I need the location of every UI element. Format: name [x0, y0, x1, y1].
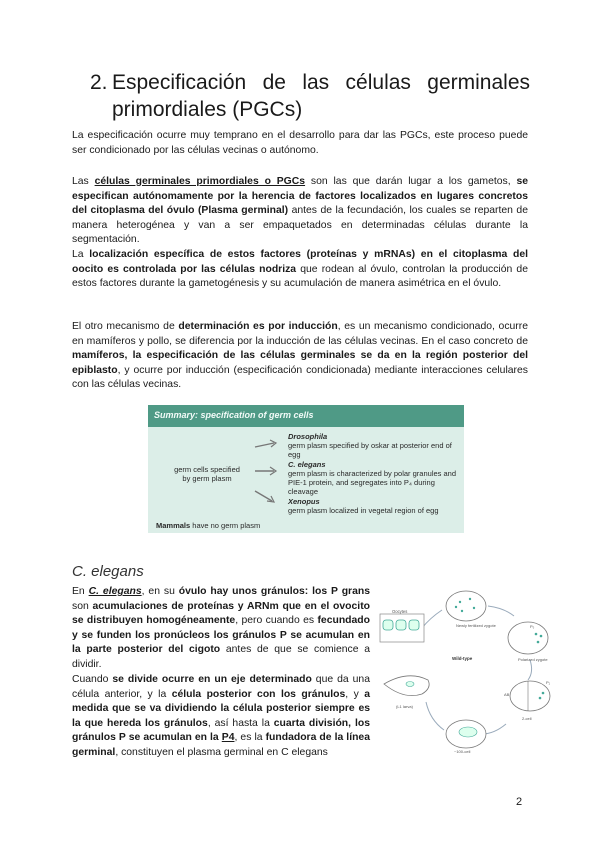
granule	[459, 601, 461, 603]
label-2cell: 2-cell	[522, 716, 532, 721]
label-wildtype: Wild-type	[452, 656, 473, 661]
paragraph-pgcs	[72, 175, 528, 248]
text: , constituyen el plasma germinal en C elegans	[115, 746, 328, 758]
heading-line1: Especificación de las células germinales	[112, 71, 530, 94]
figure-left-line1: germ cells specified	[174, 465, 240, 474]
celegans-line1: germ plasm is characterized by polar granules and	[288, 469, 456, 478]
text: antes de la fecundación, los cuales se reparten de manera heterogénea y van a ser empaquetados en determinadas células durante la segmentación.	[72, 205, 528, 246]
bold-text: cuarta división, los gránulos P se acumulan en la	[72, 717, 370, 744]
label-l1: (L1 larva)	[396, 704, 413, 709]
cycle-arrow-icon	[422, 610, 442, 628]
granule	[540, 635, 543, 638]
text: que da una célula anterior, y la	[72, 674, 370, 700]
summary-figure	[148, 405, 464, 533]
text: En	[72, 586, 89, 597]
text: , y ocurre por inducción (especificación condicionada) mediante interacciones celulares con las células vecinas.	[72, 364, 528, 391]
granule	[535, 633, 538, 636]
bold-text: se especifican autónomamente por la herencia de factores localizados en lugares concretos del citoplasma del óvulo (Plasma germinal)	[72, 176, 529, 217]
paragraph-induction	[72, 320, 528, 393]
granule	[537, 641, 540, 644]
figure-xenopus	[288, 497, 439, 515]
text: El otro mecanismo de	[72, 321, 179, 332]
text: , pero cuando es	[235, 615, 318, 627]
fertilized-zygote	[446, 591, 486, 621]
granule	[542, 692, 545, 695]
germline-cells	[459, 727, 477, 737]
label-polarized: Polarized zygote	[518, 657, 548, 662]
label-fertilized: Newly fertilized zygote	[456, 623, 496, 628]
celegans-name: C. elegans	[288, 460, 326, 469]
heading-line2: primordiales (PGCs)	[112, 98, 303, 121]
figure-celegans	[288, 460, 464, 496]
arrow-down-icon	[255, 491, 272, 501]
label-oocytes: Oocytes	[392, 609, 408, 614]
heading-number: 2.	[90, 71, 108, 94]
paragraph-celegans-division	[72, 673, 370, 761]
two-cell-embryo	[510, 681, 550, 711]
figure-left-label	[174, 465, 240, 483]
drosophila-name: Drosophila	[288, 432, 328, 441]
xenopus-text: germ plasm localized in vegetal region of egg	[288, 506, 439, 515]
text: antes de que se comience a dividir.	[72, 644, 370, 670]
label-p0: P₀	[530, 624, 535, 629]
celegans-line2: PIE-1 protein, and segregates into P₄ during cleavage	[288, 478, 435, 496]
p4-term: P4	[221, 732, 235, 744]
granule	[469, 598, 471, 600]
bold-text: acumulaciones de proteínas y ARNm que en el ovocito se distribuyen homogéneamente	[72, 600, 371, 627]
mammals-text: have no germ plasm	[190, 521, 261, 530]
oocyte	[409, 620, 419, 630]
bold-text: determinación es por inducción	[178, 321, 338, 332]
text: , y	[345, 688, 365, 700]
bold-text: mamíferos, la especificación de las células germinales se da en la región posterior del epiblasto	[72, 350, 528, 376]
label-ab: AB	[504, 692, 510, 697]
label-p1: P₁	[546, 680, 551, 685]
bold-text: fecundado y se funden los pronúcleos los gránulos P se acumulan en la parte posterior del cigoto	[72, 615, 370, 656]
drosophila-text: germ plasm specified by oskar at posterior end of egg	[288, 441, 452, 459]
granule	[461, 610, 463, 612]
paragraph-localization	[72, 248, 528, 292]
text: Las	[72, 176, 95, 187]
subsection-title: C. elegans	[72, 563, 144, 580]
figure-title: Summary: specification of germ cells	[154, 410, 314, 420]
bold-text: se divide ocurre en un eje determinado	[112, 674, 312, 685]
species-name: C. elegans	[88, 586, 142, 597]
xenopus-name: Xenopus	[288, 497, 320, 506]
page-number: 2	[516, 796, 523, 808]
text: , es la	[234, 732, 266, 744]
text: , en su	[141, 586, 179, 597]
cycle-arrow-icon	[426, 702, 444, 730]
text: , así hasta la	[207, 717, 274, 729]
cycle-arrow-icon	[528, 660, 532, 680]
bold-text: localización específica de estos factores (proteínas y mRNAs) en el citoplasma del oocito es controlada por las células nodriza	[72, 249, 529, 275]
figure-arrows	[252, 435, 282, 507]
polarized-zygote	[508, 622, 548, 654]
text: , es un mecanismo condicionado, ocurre en mamíferos y pollo, se diferencia por la inducción de las células vecinas. En el caso concreto de	[72, 321, 528, 347]
granule	[473, 607, 475, 609]
figure-left-line2: by germ plasm	[182, 474, 232, 483]
bold-underline-term: células germinales primordiales o PGCs	[94, 176, 306, 187]
figure-header	[148, 405, 464, 427]
granule	[455, 606, 457, 608]
figure-mammals	[156, 521, 260, 530]
granule	[539, 697, 542, 700]
figure-drosophila	[288, 432, 464, 459]
text: Cuando	[72, 674, 113, 685]
mammals-bold: Mammals	[156, 521, 191, 530]
text: La	[72, 249, 90, 260]
bold-text: a medida que se va dividiendo la célula posterior siempre es la que hereda los gránulos	[72, 688, 371, 729]
paragraph-intro: La especificación ocurre muy temprano en el desarrollo para dar las PGCs, este proceso puede ser condicionado por las células vecinas o autónomo.	[72, 130, 528, 156]
text: que rodean al óvulo, controlan la producción de estos factores durante la gametogénesis y su acumulación de manera asimétrica en el óvulo.	[72, 263, 528, 290]
larva-germline	[406, 682, 414, 687]
label-100cell: ~100-cell	[454, 749, 471, 754]
bold-text: óvulo hay unos gránulos: los P grans	[178, 586, 370, 597]
text: son las que darán lugar a los gametos,	[305, 176, 517, 187]
oocyte	[383, 620, 393, 630]
oocyte	[396, 620, 406, 630]
paragraph-celegans-granules	[72, 585, 370, 673]
celegans-lifecycle-diagram	[378, 584, 554, 754]
cycle-arrow-icon	[488, 606, 514, 616]
bold-text: fundadora de la línea germinal	[72, 732, 370, 758]
text: son	[72, 600, 93, 612]
bold-text: célula posterior con los gránulos	[171, 688, 346, 700]
